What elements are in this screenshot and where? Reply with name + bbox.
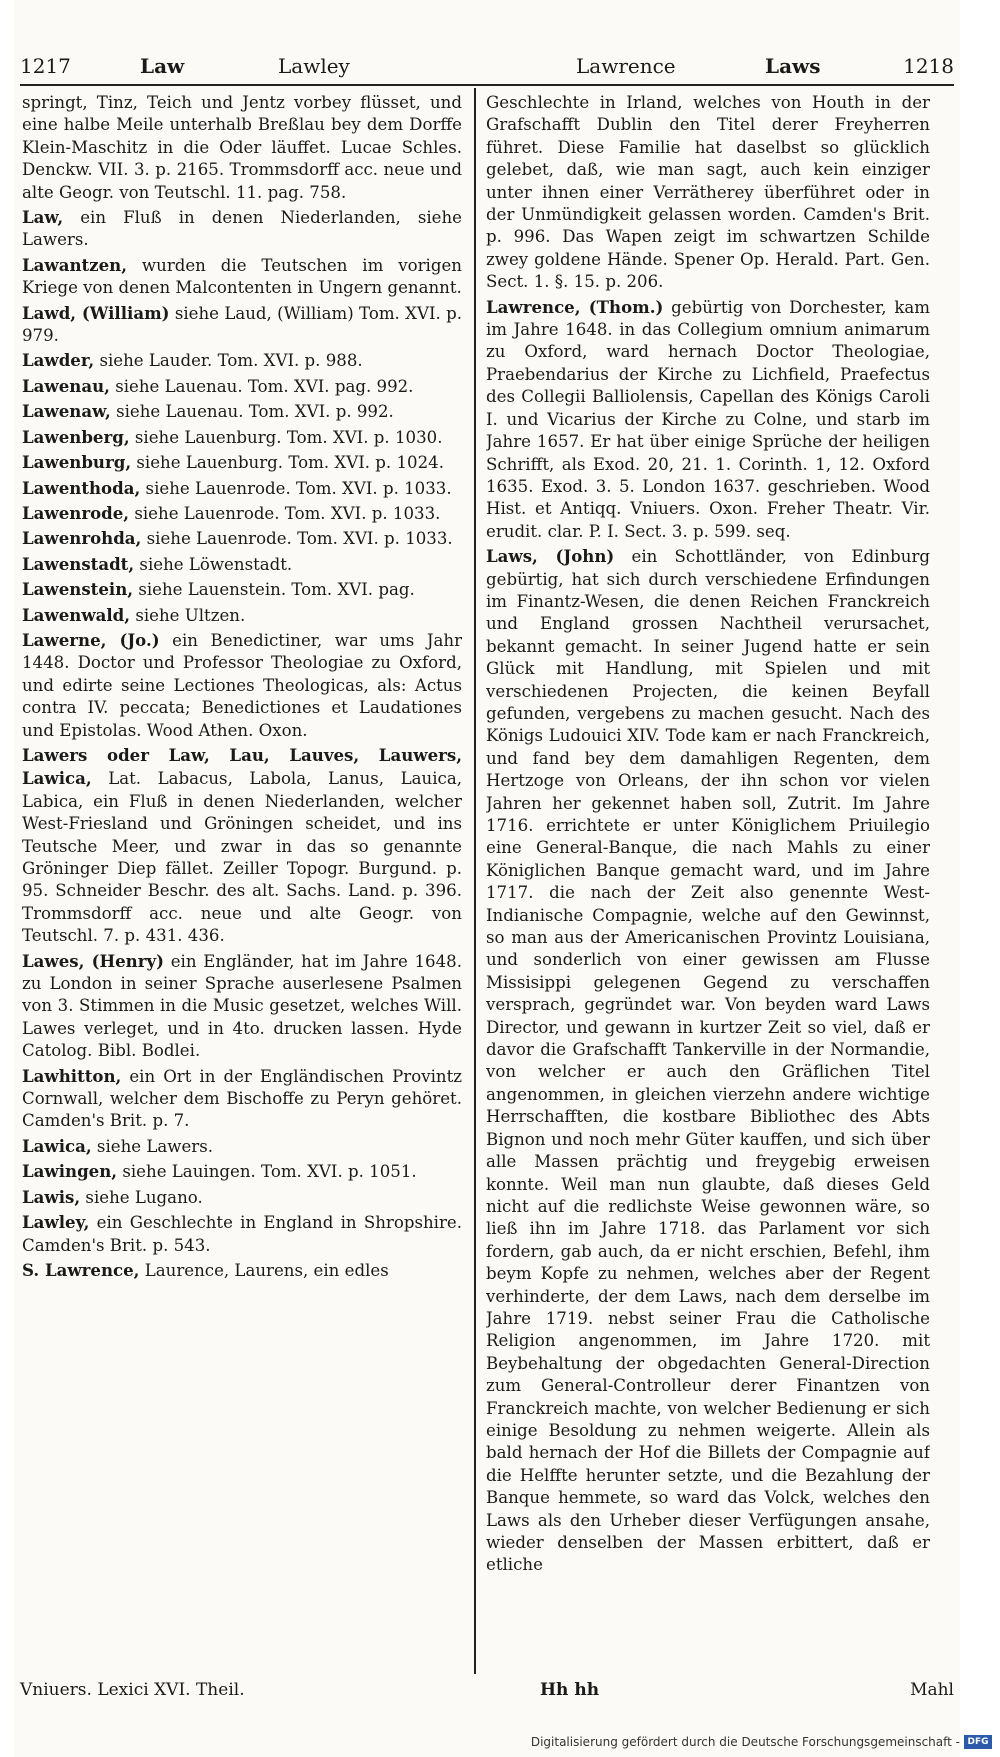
entry-text: siehe Ultzen. [135, 605, 246, 625]
entry-text: Lat. Labacus, Labola, Lanus, Lauica, Labica, ein Fluß in denen Niederlanden, welcher West-Friesland und Gröningen scheidet, und ins Teutsche Meer, und zwar in das so genannte Gröninger Diep fället. Zeiller Topogr. Burgund. p. 95. Schneider Beschr. des alt. Sachs. Land. p. 396. Trommsdorff acc. neue und alte Geogr. von Teutschl. 7. p. 431. 436. [22, 769, 462, 946]
entry-text: siehe Laud, (William) Tom. XVI. p. 979. [22, 303, 462, 346]
page-number-right: 1218 [903, 54, 954, 78]
entry-headword: Law, [22, 207, 64, 228]
entry-text: ein Ort in der Engländischen Provintz Cornwall, welcher dem Bischoffe zu Peryn gehöret. Camden's Brit. p. 7. [22, 1066, 462, 1131]
dictionary-entry [486, 296, 930, 543]
entry-headword: Lawder, [22, 350, 95, 371]
entry-text: ein Engländer, hat im Jahre 1648. zu London in seiner Sprache auserlesene Psalmen von 3. Stimmen in die Music gesetzet, welches Will. Lawes verleget, und in 4to. drucken lassen. Hyde Catolog. Bibl. Bodlei. [22, 951, 462, 1061]
entry-headword: Lawenrohda, [22, 528, 142, 549]
entry-headword: Lawers oder Law, Lau, Lauves, Lauwers, Lawica, [22, 744, 462, 789]
dictionary-entry [22, 629, 462, 742]
guide-word-right-1: Lawrence [576, 54, 676, 78]
entry-text: siehe Lauenau. Tom. XVI. pag. 992. [115, 376, 414, 396]
entry-headword: Lawhitton, [22, 1065, 122, 1086]
entry-text: siehe Lauenburg. Tom. XVI. p. 1024. [136, 453, 444, 473]
header-rule [20, 84, 954, 86]
digitization-note: Digitalisierung gefördert durch die Deutsche Forschungsgemeinschaft - [530, 1735, 960, 1749]
entry-text: siehe Lauenrode. Tom. XVI. p. 1033. [134, 503, 441, 523]
dictionary-entry [22, 92, 462, 204]
guide-word-left-1: Law [140, 54, 185, 78]
page-footer [20, 1680, 954, 1708]
dictionary-entry [22, 451, 462, 474]
entry-headword: Lawenthoda, [22, 477, 141, 498]
dictionary-entry [22, 1186, 462, 1209]
entry-headword: Lawis, [22, 1186, 81, 1207]
dictionary-entry [22, 604, 462, 627]
entry-headword: Lawerne, (Jo.) [22, 629, 160, 650]
entry-headword: Lawes, (Henry) [22, 950, 164, 971]
entry-text: Laurence, Laurens, ein edles [144, 1260, 389, 1280]
dictionary-entry [22, 950, 462, 1063]
entry-headword: Lawenstadt, [22, 553, 135, 574]
entry-text: ein Fluß in denen Niederlanden, siehe Lawers. [22, 208, 462, 250]
entry-headword: Lawenaw, [22, 401, 111, 422]
entry-headword: S. Lawrence, [22, 1259, 140, 1280]
digitization-credit [531, 1735, 992, 1749]
entry-text: siehe Lauenrode. Tom. XVI. p. 1033. [146, 529, 453, 549]
dictionary-entry [22, 1160, 462, 1183]
entry-text: siehe Lugano. [85, 1187, 203, 1207]
entry-text: gebürtig von Dorchester, kam im Jahre 1648. in das Collegium omnium animarum zu Oxford, ward hernach Doctor Theologiae, Praebendarius der Kirche zu Lichfield, Praefectus des Collegii Balliolensis, Capellan des Königs Caroli I. und Vicarius der Kirche zu Colne, und starb im Jahre 1657. Er hat über einige Sprüche der heiligen Schrifft, als Exod. 20, 21. 1. Corinth. 1, 12. Oxford 1635. Exod. 3. 5. London 1637. geschrieben. Wood Hist. et Antiqq. Vniuers. Oxon. Freher Theatr. Vir. erudit. clar. P. I. Sect. 3. p. 599. seq. [486, 297, 930, 541]
dictionary-entry [22, 527, 462, 550]
entry-headword: Lawica, [22, 1135, 92, 1156]
volume-line: Vniuers. Lexici XVI. Theil. [20, 1680, 245, 1700]
entry-headword: Lawenrode, [22, 502, 130, 523]
entry-headword: Laws, (John) [486, 546, 615, 567]
guide-word-left-2: Lawley [278, 54, 350, 78]
entry-headword: Lawingen, [22, 1161, 118, 1182]
right-column [486, 92, 930, 1672]
entry-text: springt, Tinz, Teich und Jentz vorbey flüsset, und eine halbe Meile unterhalb Breßlau bey dem Dorffe Klein-Maschitz in die Oder läuffet. Lucae Schles. Denckw. VII. 3. p. 2165. Trommsdorff acc. neue und alte Geogr. von Teutschl. 11. pag. 758. [22, 93, 462, 202]
entry-headword: Lawantzen, [22, 254, 128, 275]
entry-text: ein Benedictiner, war ums Jahr 1448. Doctor und Professor Theologiae zu Oxford, und edirte seine Lectiones Theologicas, als: Actus contra IV. peccata; Benedictiones et Laudationes und Epistolas. Wood Athen. Oxon. [22, 630, 462, 740]
entry-text: ein Geschlechte in England in Shropshire. Camden's Brit. p. 543. [22, 1213, 462, 1255]
dictionary-entry [486, 545, 930, 1577]
entry-text: siehe Lauenau. Tom. XVI. p. 992. [116, 402, 394, 422]
entry-headword: Lawenau, [22, 375, 110, 396]
dictionary-entry [486, 92, 930, 294]
entry-text: siehe Lauenrode. Tom. XVI. p. 1033. [145, 478, 452, 498]
entry-text: siehe Löwenstadt. [139, 554, 293, 574]
entry-text: ein Schottländer, von Edinburg gebürtig, hat sich durch verschiedene Erfindungen im Finantz-Wesen, die denen Reichen Franckreich und England grossen Nachtheil verursachet, bekannt gemacht. In seiner Jugend hatte er sein Glück mit Handlung, mit Spielen und mit verschiedenen Projecten, die keinen Beyfall gefunden, vergebens zu machen gesucht. Nach des Königs Ludouici XIV. Tode kam er nach Franckreich, und fand bey dem damahligen Regenten, dem Hertzoge von Orleans, der ihn schon vor vielen Jahren her gekennet haben soll, Zutrit. Im Jahre 1716. errichtete er unter Königlichem Priuilegio eine General-Banque, die nach Mahls zu einer Königlichen Banque gemacht ward, und im Jahre 1717. die nach der Zeit also genennte West-Indianische Compagnie, welche auf den Gewinnst, so man aus der Americanischen Provintz Louisiana, und sonderlich von einer gewissen am Flusse Missisippi gelegenen Gegend zu verschaffen versprach, gegründet war. Von beyden ward Laws Director, und gewann in kurtzer Zeit so viel, daß er davor die Grafschafft Tankerville in der Normandie, von welcher er auch den Gräflichen Titel angenommen, in gleichen vierzehn andere wichtige Herrschafften, die kostbare Bibliothec des Abts Bignon und noch mehr Güter kauffen, und sich über alle Massen prächtig und freygebig erweisen konnte. Weil man nun glaubte, daß dieses Geld nicht auf die redlichste Weise gewonnen wäre, so ließ ihn im Jahre 1718. das Parlament vor sich fordern, gab auch, da er nicht erschien, Befehl, ihm beym Kopfe zu nehmen, welches aber der Regent verhinderte, der dem Laws, nach dem derselbe im Jahre 1719. nebst seiner Frau die Catholische Religion angenommen, im Jahre 1720. mit Beybehaltung der obgedachten General-Direction zum General-Controlleur derer Finantzen von Franckreich machte, von welcher Bedienung er sich einige Besoldung zu nehmen weigerte. Allein als bald hernach der Hof die Billets der Compagnie auf die Helffte herunter setzte, und die Bezahlung der Banque hemmete, so ward das Volck, welches den Laws als den Urheber dieser Verfügungen ansahe, wieder denselben der Massen erbittert, daß er etliche [486, 547, 930, 1575]
dictionary-entry [22, 578, 462, 601]
dictionary-entry [22, 1259, 462, 1282]
entry-text: siehe Lauingen. Tom. XVI. p. 1051. [122, 1162, 417, 1182]
column-divider [474, 88, 476, 1674]
left-column [22, 92, 462, 1672]
entry-headword: Lawley, [22, 1212, 90, 1233]
dictionary-entry [22, 426, 462, 449]
scanned-page [14, 0, 960, 1757]
entry-text: siehe Lauenstein. Tom. XVI. pag. [138, 580, 415, 600]
dictionary-entry [22, 349, 462, 372]
dictionary-entry [22, 553, 462, 576]
signature-mark: Hh hh [540, 1680, 600, 1700]
entry-text: siehe Lauenburg. Tom. XVI. p. 1030. [134, 427, 443, 447]
catchword: Mahl [910, 1680, 954, 1700]
dictionary-entry [22, 400, 462, 423]
dictionary-entry [22, 254, 462, 300]
entry-headword: Lawrence, (Thom.) [486, 296, 664, 317]
dictionary-entry [22, 302, 462, 348]
entry-headword: Lawenberg, [22, 426, 130, 447]
running-header [20, 54, 954, 86]
entry-text: wurden die Teutschen im vorigen Kriege von denen Malcontenten in Ungern genannt. [22, 255, 462, 298]
entry-headword: Lawd, (William) [22, 302, 170, 323]
entry-text: Geschlechte in Irland, welches von Houth in der Grafschafft Dublin den Titel derer Freyherren führet. Diese Familie hat daselbst so glücklich gelebet, daß, wie man sagt, auch kein einziger unter ihnen einer Verrätherey überführet oder in der Unmündigkeit gelassen worden. Camden's Brit. p. 996. Das Wapen zeigt im schwartzen Schilde zwey goldene Hände. Spener Op. Herald. Part. Gen. Sect. 1. §. 15. p. 206. [486, 93, 930, 292]
dictionary-entry [22, 1065, 462, 1133]
entry-text: siehe Lawers. [96, 1136, 214, 1156]
dictionary-entry [22, 744, 462, 948]
entry-text: siehe Lauder. Tom. XVI. p. 988. [99, 351, 363, 371]
dictionary-entry [22, 502, 462, 525]
guide-word-right-2: Laws [765, 54, 821, 78]
dfg-logo: DFG [964, 1735, 992, 1749]
dictionary-entry [22, 477, 462, 500]
dictionary-entry [22, 1135, 462, 1158]
dictionary-entry [22, 375, 462, 398]
dictionary-entry [22, 1211, 462, 1257]
entry-headword: Lawenburg, [22, 452, 132, 473]
entry-headword: Lawenwald, [22, 604, 131, 625]
page-number-left: 1217 [20, 54, 71, 78]
dictionary-entry [22, 206, 462, 252]
entry-headword: Lawenstein, [22, 579, 134, 600]
